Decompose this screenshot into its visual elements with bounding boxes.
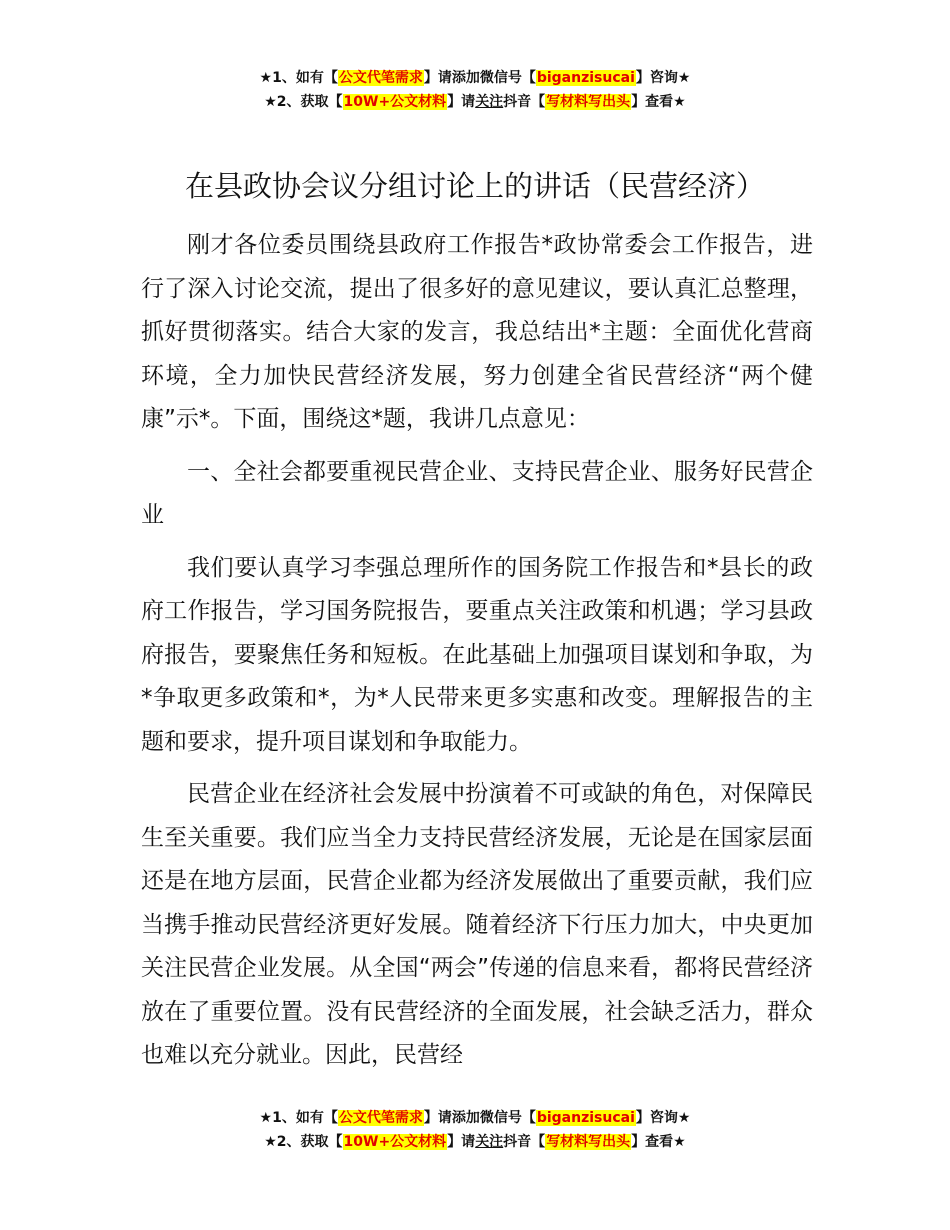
document-title: 在县政协会议分组讨论上的讲话（民营经济）: [184, 169, 765, 203]
header-ad-line-2-prefix: ★2、获取【: [264, 94, 343, 110]
header-ad-line-1-highlight-wechat: biganzisucai: [536, 70, 635, 86]
paragraph-study-reports: 我们要认真学习李强总理所作的国务院工作报告和*县长的政府工作报告，学习国务院报告，要重点关注政策和机遇；学习县政府报告，要聚焦任务和短板。在此基础上加强项目谋划和争取，为*争取更多政策和*，为*人民带来更多实惠和改变。理解报告的主题和要求，提升项目谋划和争取能力。: [141, 554, 813, 755]
header-ad-line-1-middle: 】请添加微信号【: [423, 70, 536, 86]
footer-ad-line-1-highlight-service: 公文代笔需求: [338, 1110, 423, 1126]
header-ad-line-2-highlight-materials: 10W+公文材料: [343, 94, 447, 110]
footer-ad-line-2-middle-b: 抖音【: [503, 1134, 546, 1150]
footer-ad-line-2-prefix: ★2、获取【: [264, 1134, 343, 1150]
footer-ad-line-2-highlight-materials: 10W+公文材料: [343, 1134, 447, 1150]
footer-ad-line-2-suffix: 】查看★: [631, 1134, 686, 1150]
document-body: [141, 224, 813, 1078]
footer-ad-line-1-highlight-wechat: biganzisucai: [536, 1110, 635, 1126]
header-ad-line-1-highlight-service: 公文代笔需求: [338, 70, 423, 86]
paragraph-private-enterprises: 民营企业在经济社会发展中扮演着不可或缺的角色，对保障民生至关重要。我们应当全力支持民营经济发展，无论是在国家层面还是在地方层面，民营企业都为经济发展做出了重要贡献，我们应当携手推动民营经济更好发展。随着经济下行压力加大，中央更加关注民营企业发展。从全国“两会”传递的信息来看，都将民营经济放在了重要位置。没有民营经济的全面发展，社会缺乏活力，群众也难以充分就业。因此，民营经: [141, 781, 813, 1068]
header-ad-line-1: [0, 66, 950, 90]
footer-ad-line-1-middle: 】请添加微信号【: [423, 1110, 536, 1126]
footer-ad-line-1-suffix: 】咨询★: [635, 1110, 691, 1126]
footer-ad-line-2: [0, 1130, 950, 1154]
footer-ad-line-1-prefix: ★1、如有【: [259, 1110, 338, 1126]
header-ad-line-2-middle-b: 抖音【: [503, 94, 546, 110]
footer-ad-line-2-highlight-account: 写材料写出头: [546, 1134, 631, 1150]
footer-ad-line-2-underlined: 关注: [475, 1134, 504, 1150]
header-ad-line-2: [0, 90, 950, 114]
header-ad-line-1-suffix: 】咨询★: [635, 70, 691, 86]
header-ad-banner: [0, 66, 950, 114]
section-heading-1: 一、全社会都要重视民营企业、支持民营企业、服务好民营企业: [141, 458, 813, 528]
header-ad-line-2-underlined: 关注: [475, 94, 504, 110]
footer-ad-line-2-middle-a: 】请: [447, 1134, 476, 1150]
header-ad-line-2-highlight-account: 写材料写出头: [546, 94, 631, 110]
footer-ad-line-1: [0, 1106, 950, 1130]
header-ad-line-2-middle-a: 】请: [447, 94, 476, 110]
footer-ad-banner: [0, 1106, 950, 1154]
paragraph-intro: 刚才各位委员围绕县政府工作报告*政协常委会工作报告，进行了深入讨论交流，提出了很多好的意见建议，要认真汇总整理，抓好贯彻落实。结合大家的发言，我总结出*主题：全面优化营商环境，全力加快民营经济发展，努力创建全省民营经济“两个健康”示*。下面，围绕这*题，我讲几点意见：: [141, 232, 813, 432]
header-ad-line-2-suffix: 】查看★: [631, 94, 686, 110]
header-ad-line-1-prefix: ★1、如有【: [259, 70, 338, 86]
